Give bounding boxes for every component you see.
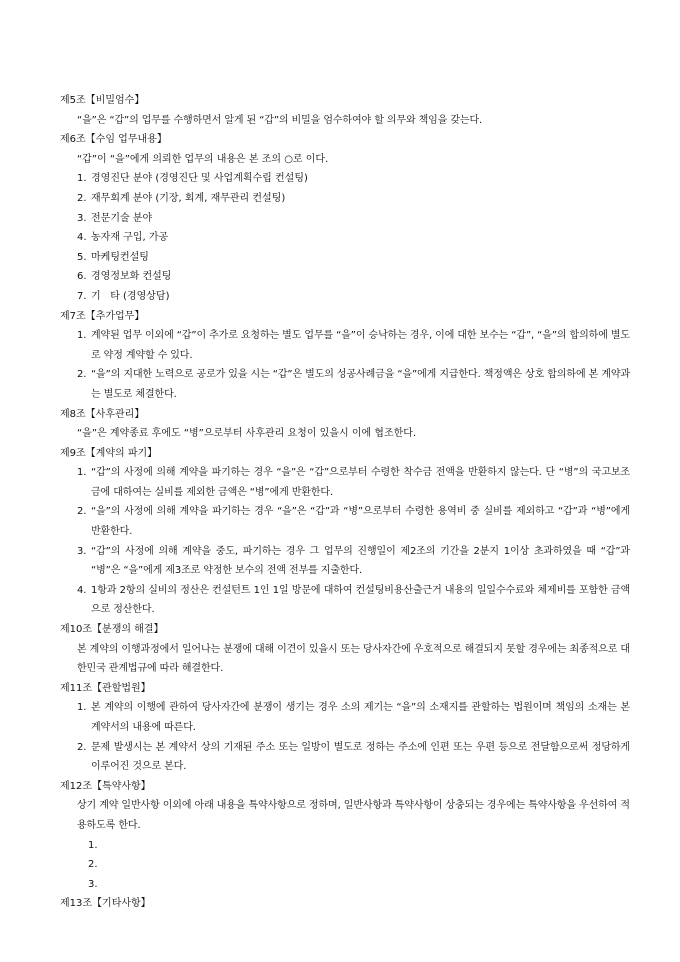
list-number: 4. — [77, 584, 87, 596]
empty-list-item — [60, 875, 630, 895]
list-number: 5. — [77, 251, 87, 263]
article-paragraph: “갑”이 “을”에게 의뢰한 업무의 내용은 본 조의 ○로 이다. — [77, 153, 329, 165]
list-number: 4. — [77, 232, 87, 244]
article-paragraph: 본 계약의 이행과정에서 일어나는 분쟁에 대해 이견이 있을시 또는 당사자간에 우호적으로 해결되지 못할 경우에는 최종적으로 대한민국 관계법규에 따라 해결한다. — [77, 643, 630, 675]
list-text: 경영정보화 컨설팅 — [91, 271, 172, 283]
article-9 — [60, 444, 630, 620]
article-title: 제6조【수임 업무내용】 — [60, 134, 167, 146]
list-text: 경영진단 분야 (경영진단 및 사업계획수립 컨설팅) — [91, 173, 308, 185]
article-title: 제13조【기타사항】 — [60, 898, 151, 910]
list-item — [60, 267, 630, 287]
list-item — [60, 365, 630, 404]
list-item — [60, 189, 630, 209]
article-13 — [60, 894, 630, 914]
article-8 — [60, 405, 630, 444]
list-number: 2. — [77, 506, 87, 518]
article-title: 제10조【분쟁의 해결】 — [60, 624, 164, 636]
list-text: “을”의 지대한 노력으로 공로가 있을 시는 “갑”은 별도의 성공사례금을 “을”에게 지급한다. 책정액은 상호 합의하에 본 계약과는 별도로 체결한다. — [91, 369, 630, 400]
list-number: 2. — [77, 192, 87, 204]
list-number: 1. — [77, 702, 87, 714]
list-item — [60, 326, 630, 365]
article-title: 제5조【비밀엄수】 — [60, 95, 145, 106]
list-item — [60, 209, 630, 229]
list-text: 문제 발생시는 본 계약서 상의 기재된 주소 또는 일방이 별도로 정하는 주소에 인편 또는 우편 등으로 전달함으로써 정당하게 이루어진 것으로 본다. — [91, 741, 630, 773]
numbered-list — [60, 698, 630, 776]
article-7 — [60, 307, 630, 405]
list-text: 재무회계 분야 (기장, 회계, 재무관리 컨설팅) — [91, 192, 286, 204]
article-paragraph: “을”은 “갑”의 업무를 수행하면서 알게 된 “갑”의 비밀을 엄수하여야 할 의무와 책임을 갖는다. — [77, 114, 483, 126]
list-number: 1. — [88, 839, 98, 851]
article-paragraph: “을”은 계약종료 후에도 “병”으로부터 사후관리 요청이 있을시 이에 협조한다. — [77, 428, 417, 440]
list-text: 본 계약의 이행에 관하여 당사자간에 분쟁이 생기는 경우 소의 제기는 “을”의 소재지를 관할하는 법원이며 책임의 소재는 본 계약서의 내용에 따른다. — [91, 702, 630, 733]
article-6 — [60, 130, 630, 306]
list-text: “갑”의 사정에 의해 계약을 파기하는 경우 “을”은 “갑”으로부터 수령한 착수금 전액을 반환하지 않는다. 단 “병”의 국고보조금에 대하여는 실비를 제외한 금액은 “병”에게 반환한다. — [91, 467, 630, 498]
article-5 — [60, 91, 630, 130]
list-number: 3. — [88, 878, 98, 890]
list-item — [60, 463, 630, 502]
list-item — [60, 738, 630, 777]
article-title: 제7조【추가업무】 — [60, 310, 145, 322]
article-title: 제9조【계약의 파기】 — [60, 447, 158, 459]
list-text: 기 타 (경영상담) — [91, 290, 170, 302]
list-text: 계약된 업무 이외에 “갑”이 추가로 요청하는 별도 업무를 “을”이 승낙하는 경우, 이에 대한 보수는 “갑”, “을”의 합의하에 별도로 약정 계약할 수 있다. — [91, 330, 630, 361]
list-number: 1. — [77, 330, 87, 342]
list-text: 전문기술 분야 — [91, 212, 153, 224]
list-text: “갑”의 사정에 의해 계약을 중도, 파기하는 경우 그 업무의 진행일이 제2조의 기간을 2분지 1이상 초과하였을 때 “갑”과 “병”은 “을”에게 제3조로 약정한 보수의 전액 전부를 지출한다. — [91, 545, 630, 577]
list-number: 2. — [88, 859, 98, 871]
list-item — [60, 542, 630, 581]
article-12 — [60, 777, 630, 895]
list-text: “을”의 사정에 의해 계약을 파기하는 경우 “을”은 “갑”과 “병”으로부터 수령한 용역비 중 실비를 제외하고 “갑”과 “병”에게 반환한다. — [91, 506, 630, 538]
numbered-list — [60, 326, 630, 404]
numbered-list — [60, 463, 630, 620]
list-item — [60, 581, 630, 620]
list-number: 1. — [77, 467, 87, 479]
empty-numbered-list — [60, 836, 630, 895]
list-number: 7. — [77, 290, 87, 302]
article-title: 제11조【관할법원】 — [60, 682, 151, 694]
list-number: 3. — [77, 212, 87, 224]
list-text: 농자재 구입, 가공 — [91, 232, 169, 244]
empty-list-item — [60, 836, 630, 856]
list-item — [60, 169, 630, 189]
article-title: 제12조【특약사항】 — [60, 780, 151, 792]
list-text: 마케팅컨설팅 — [91, 251, 149, 263]
list-number: 6. — [77, 271, 87, 283]
article-10 — [60, 620, 630, 679]
list-number: 2. — [77, 741, 87, 753]
list-item — [60, 287, 630, 307]
list-item — [60, 698, 630, 737]
empty-list-item — [60, 855, 630, 875]
list-item — [60, 248, 630, 268]
list-number: 3. — [77, 545, 87, 557]
article-paragraph: 상기 계약 일반사항 이외에 아래 내용을 특약사항으로 정하며, 일반사항과 특약사항이 상충되는 경우에는 특약사항을 우선하여 적용하도록 한다. — [77, 800, 630, 831]
contract-document — [60, 91, 630, 914]
list-item — [60, 502, 630, 541]
list-item — [60, 228, 630, 248]
list-text: 1항과 2항의 실비의 정산은 컨설턴트 1인 1일 방문에 대하여 컨설팅비용산출근거 내용의 일일수수료와 체제비를 포함한 금액으로 정산한다. — [91, 584, 630, 616]
list-number: 2. — [77, 369, 87, 381]
list-number: 1. — [77, 173, 87, 185]
numbered-list — [60, 169, 630, 306]
article-title: 제8조【사후관리】 — [60, 408, 145, 420]
article-11 — [60, 679, 630, 777]
